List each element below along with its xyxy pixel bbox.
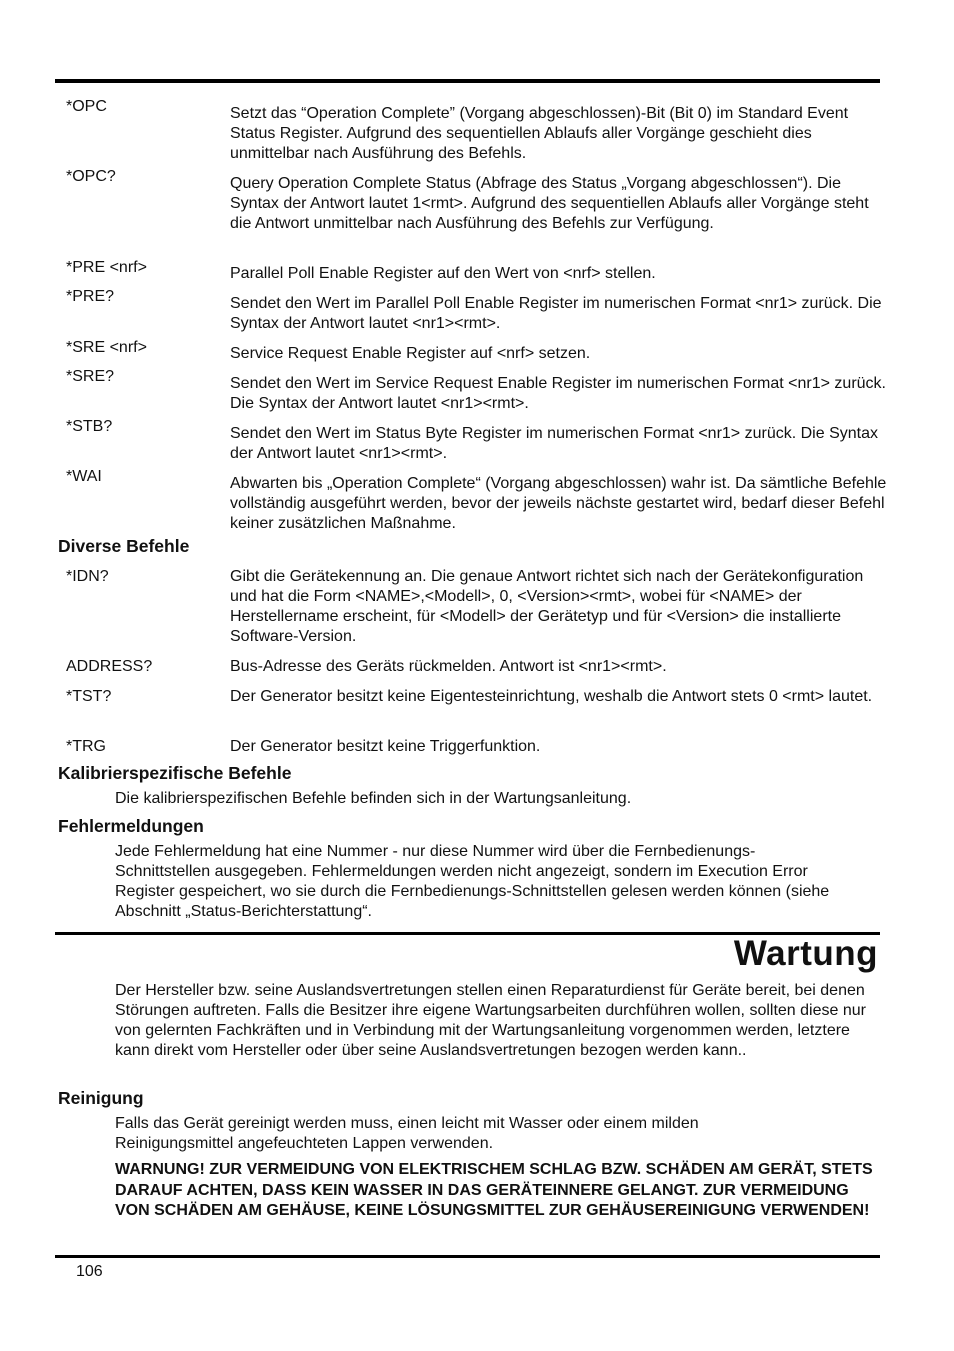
command-wai-description: Abwarten bis „Operation Complete“ (Vorgang abgeschlossen) wahr ist. Da sämtliche Befehle vollständig ausgeführt werden, bevor der jeweils nächste gestartet wird, bedarf dieser Befehl keiner zusätzlichen Maßnahme. [230, 475, 887, 532]
chapter-title: Wartung [733, 934, 878, 973]
section-heading-reinigung: Reinigung [58, 1088, 144, 1108]
command-opc-query-description: Query Operation Complete Status (Abfrage des Status „Vorgang abgeschlossen“). Die Syntax der Antwort lautet 1<rmt>. Aufgrund des sequentiellen Ablaufs aller Vorgänge steht die Antwort unmittelbar nach Ausführung des Befehls zur Verfügung. [230, 175, 869, 232]
command-sre-query-description: Sendet den Wert im Service Request Enable Register im numerischen Format <nr1> zurück. Die Syntax der Antwort lautet <nr1><rmt>. [230, 375, 886, 412]
command-opc: *OPC [66, 98, 107, 115]
command-pre-query-description: Sendet den Wert im Parallel Poll Enable Register im numerischen Format <nr1> zurück. Die Syntax der Antwort lautet <nr1><rmt>. [230, 295, 882, 332]
command-stb-query-description: Sendet den Wert im Status Byte Register im numerischen Format <nr1> zurück. Die Syntax der Antwort lautet <nr1><rmt>. [230, 425, 878, 462]
command-pre-query: *PRE? [66, 288, 115, 305]
reinigung-warning: WARNUNG! ZUR VERMEIDUNG VON ELEKTRISCHEM SCHLAG BZW. SCHÄDEN AM GERÄT, STETS DARAUF ACHTEN, DASS KEIN WASSER IN DAS GERÄTEINNERE GELANGT. ZUR VERMEIDUNG VON SCHÄDEN AM GEHÄUSE, KEINE LÖSUNGSMITTEL ZUR GEHÄUSEREINIGUNG VERWENDEN! [115, 1161, 873, 1219]
command-address-query: ADDRESS? [66, 658, 153, 675]
wartung-text: Der Hersteller bzw. seine Auslandsvertretungen stellen einen Reparaturdienst für Geräte bereit, bei denen Störungen auftreten. Falls die Besitzer ihre eigene Wartungsarbeiten durchführen wollen, sollten diese nur von gelernten Fachkräften und in Verbindung mit der Wartungsanleitung vorgenommen werden, letztere kann direkt vom Hersteller oder über seine Auslandsvertretungen bezogen werden kann.. [115, 982, 866, 1059]
fehlermeldungen-text: Jede Fehlermeldung hat eine Nummer - nur diese Nummer wird über die Fernbedienungs-Schnittstellen ausgegeben. Fehlermeldungen werden nicht angezeigt, sondern im Execution Error Register gespeichert, wo sie durch die Fernbedienungs-Schnittstellen gelesen werden können (siehe Abschnitt „Status-Berichterstattung“. [115, 843, 830, 920]
command-wai: *WAI [66, 468, 102, 485]
command-trg-description: Der Generator besitzt keine Triggerfunktion. [230, 738, 541, 755]
command-tst-query: *TST? [66, 688, 112, 705]
reinigung-text: Falls das Gerät gereinigt werden muss, einen leicht mit Wasser oder einem milden Reinigungsmittel angefeuchteten Lappen verwenden. [115, 1115, 699, 1152]
command-tst-query-description: Der Generator besitzt keine Eigentesteinrichtung, weshalb die Antwort stets 0 <rmt> lautet. [230, 688, 873, 705]
command-idn-query-description: Gibt die Gerätekennung an. Die genaue Antwort richtet sich nach der Gerätekonfiguration und hat die Form <NAME>,<Modell>, 0, <Version><rmt>, wobei für <NAME> der Herstellername erscheint, für <Modell> der Gerätetyp und für <Version> die installierte Software-Version. [230, 568, 864, 645]
command-address-query-description: Bus-Adresse des Geräts rückmelden. Antwort ist <nr1><rmt>. [230, 658, 667, 675]
section-heading-kalibrier: Kalibrierspezifische Befehle [58, 763, 292, 783]
command-sre: *SRE <nrf> [66, 339, 147, 356]
command-pre: *PRE <nrf> [66, 259, 147, 276]
command-trg: *TRG [66, 738, 106, 755]
command-sre-description: Service Request Enable Register auf <nrf> setzen. [230, 345, 591, 362]
page-number: 106 [76, 1263, 103, 1280]
kalibrier-text: Die kalibrierspezifischen Befehle befinden sich in der Wartungsanleitung. [115, 790, 632, 807]
command-pre-description: Parallel Poll Enable Register auf den Wert von <nrf> stellen. [230, 265, 656, 282]
section-heading-diverse: Diverse Befehle [58, 536, 190, 556]
command-opc-query: *OPC? [66, 168, 116, 185]
section-heading-fehlermeldungen: Fehlermeldungen [58, 816, 204, 836]
command-stb-query: *STB? [66, 418, 113, 435]
command-sre-query: *SRE? [66, 368, 115, 385]
command-opc-description: Setzt das “Operation Complete” (Vorgang abgeschlossen)-Bit (Bit 0) im Standard Event Status Register. Aufgrund des sequentiellen Ablaufs aller Vorgänge geschieht dies unmittelbar nach Ausführung des Befehls. [230, 105, 849, 162]
top-rule [55, 79, 880, 83]
command-idn-query: *IDN? [66, 568, 109, 585]
bottom-rule [55, 1255, 880, 1258]
